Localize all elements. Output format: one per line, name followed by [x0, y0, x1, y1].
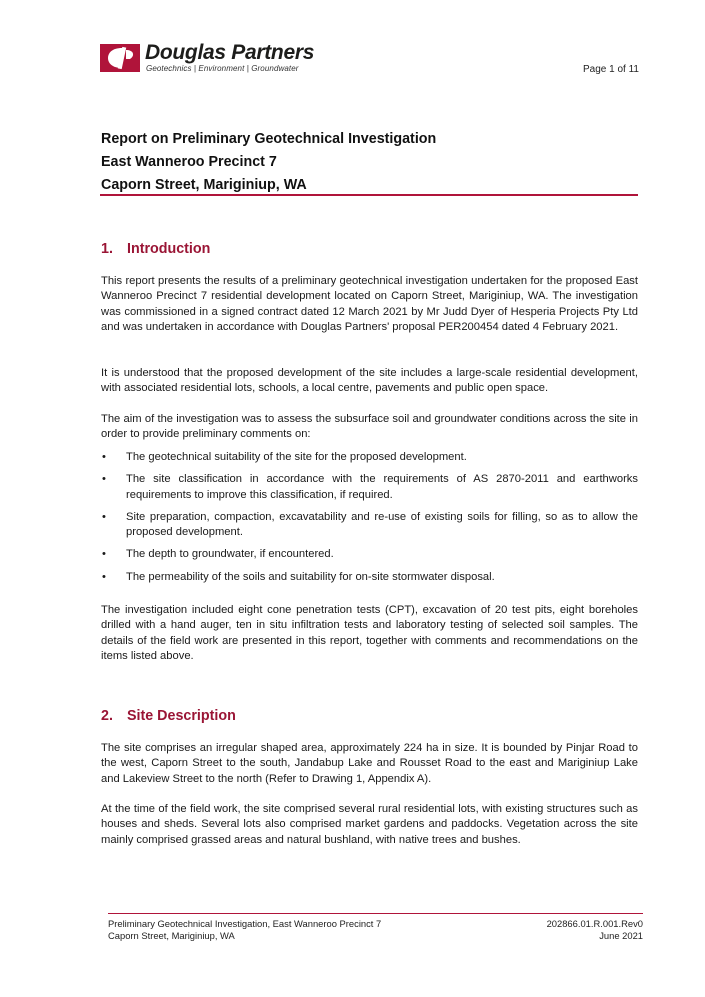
douglas-partners-logo-icon	[100, 44, 140, 72]
logo-tagline: Geotechnics | Environment | Groundwater	[146, 64, 299, 73]
section-number: 2.	[101, 708, 113, 724]
list-item	[101, 472, 638, 503]
footer-line-2: Caporn Street, Mariginiup, WA	[108, 930, 235, 941]
footer-date: June 2021	[599, 930, 643, 941]
bullet-icon: •	[102, 570, 106, 583]
intro-paragraph-2: It is understood that the proposed development of the site includes a large-scale residential development, with associated residential lots, schools, a local centre, pavements and public open space.	[101, 367, 638, 395]
bullet-icon: •	[102, 548, 106, 561]
report-title	[101, 128, 638, 197]
list-item	[101, 510, 638, 541]
list-item-text: The depth to groundwater, if encountered.	[126, 548, 334, 561]
section-title: Site Description	[126, 708, 236, 724]
list-item	[101, 570, 638, 585]
bullet-icon: •	[102, 510, 106, 523]
page-number: Page 1 of 11	[583, 64, 639, 75]
title-line-2: East Wanneroo Precinct 7	[101, 154, 277, 170]
footer-document-title	[108, 918, 381, 942]
section-heading-site-description	[101, 708, 236, 724]
intro-bullet-list	[101, 450, 638, 592]
site-paragraph-2: At the time of the field work, the site comprised several rural residential lots, with existing structures such as houses and sheds. Several lots also comprised market gardens and paddocks. Vegetation across the site mainly comprised grassed areas and natural bushland, with native trees and bushes.	[101, 803, 638, 846]
intro-paragraph-3: The aim of the investigation was to assess the subsurface soil and groundwater conditions across the site in order to provide preliminary comments on:	[101, 413, 638, 441]
list-item-text: The site classification in accordance with the requirements of AS 2870-2011 and earthworks requirements to improve this classification, if required.	[126, 473, 638, 501]
list-item-text: Site preparation, compaction, excavatability and re-use of existing soils for filling, so as to allow the proposed development.	[126, 510, 638, 539]
bullet-icon: •	[102, 473, 106, 486]
site-paragraph-1: The site comprises an irregular shaped area, approximately 224 ha in size. It is bounded by Pinjar Road to the west, Caporn Street to the south, Jandabup Lake and Rousset Road to the east and Mariginiup Lake and Lakeview Street to the north (Refer to Drawing 1, Appendix A).	[101, 742, 638, 785]
bullet-icon: •	[102, 451, 106, 463]
intro-paragraph-4: The investigation included eight cone penetration tests (CPT), excavation of 20 test pits, eight boreholes drilled with a hand auger, ten in situ infiltration tests and laboratory testing of selected soil samples. The details of the field work are presented in this report, together with comments and recommendations on the items listed above.	[101, 604, 638, 662]
title-line-3: Caporn Street, Mariginiup, WA	[101, 177, 307, 193]
footer-reference	[547, 918, 643, 942]
list-item	[101, 547, 638, 562]
footer-line-1: Preliminary Geotechnical Investigation, East Wanneroo Precinct 7	[108, 918, 382, 929]
list-item-text: The geotechnical suitability of the site for the proposed development.	[126, 451, 467, 463]
footer-report-number: 202866.01.R.001.Rev0	[546, 918, 643, 929]
title-divider	[100, 194, 638, 196]
title-line-1: Report on Preliminary Geotechnical Investigation	[101, 131, 437, 147]
intro-paragraph-1: This report presents the results of a preliminary geotechnical investigation undertaken for the proposed East Wanneroo Precinct 7 residential development located on Caporn Street, Mariginiup, WA. The investigation was commissioned in a signed contract dated 12 March 2021 by Mr Judd Dyer of Hesperia Projects Pty Ltd and was undertaken in accordance with Douglas Partners' proposal PER200454 dated 4 February 2021.	[101, 275, 638, 333]
list-item	[101, 450, 638, 465]
section-title: Introduction	[126, 241, 211, 257]
list-item-text: The permeability of the soils and suitability for on-site stormwater disposal.	[126, 570, 495, 583]
section-heading-introduction	[101, 241, 210, 257]
company-logo	[100, 42, 340, 74]
footer-divider	[108, 913, 643, 914]
logo-name: Douglas Partners	[145, 41, 315, 64]
section-number: 1.	[101, 241, 113, 257]
